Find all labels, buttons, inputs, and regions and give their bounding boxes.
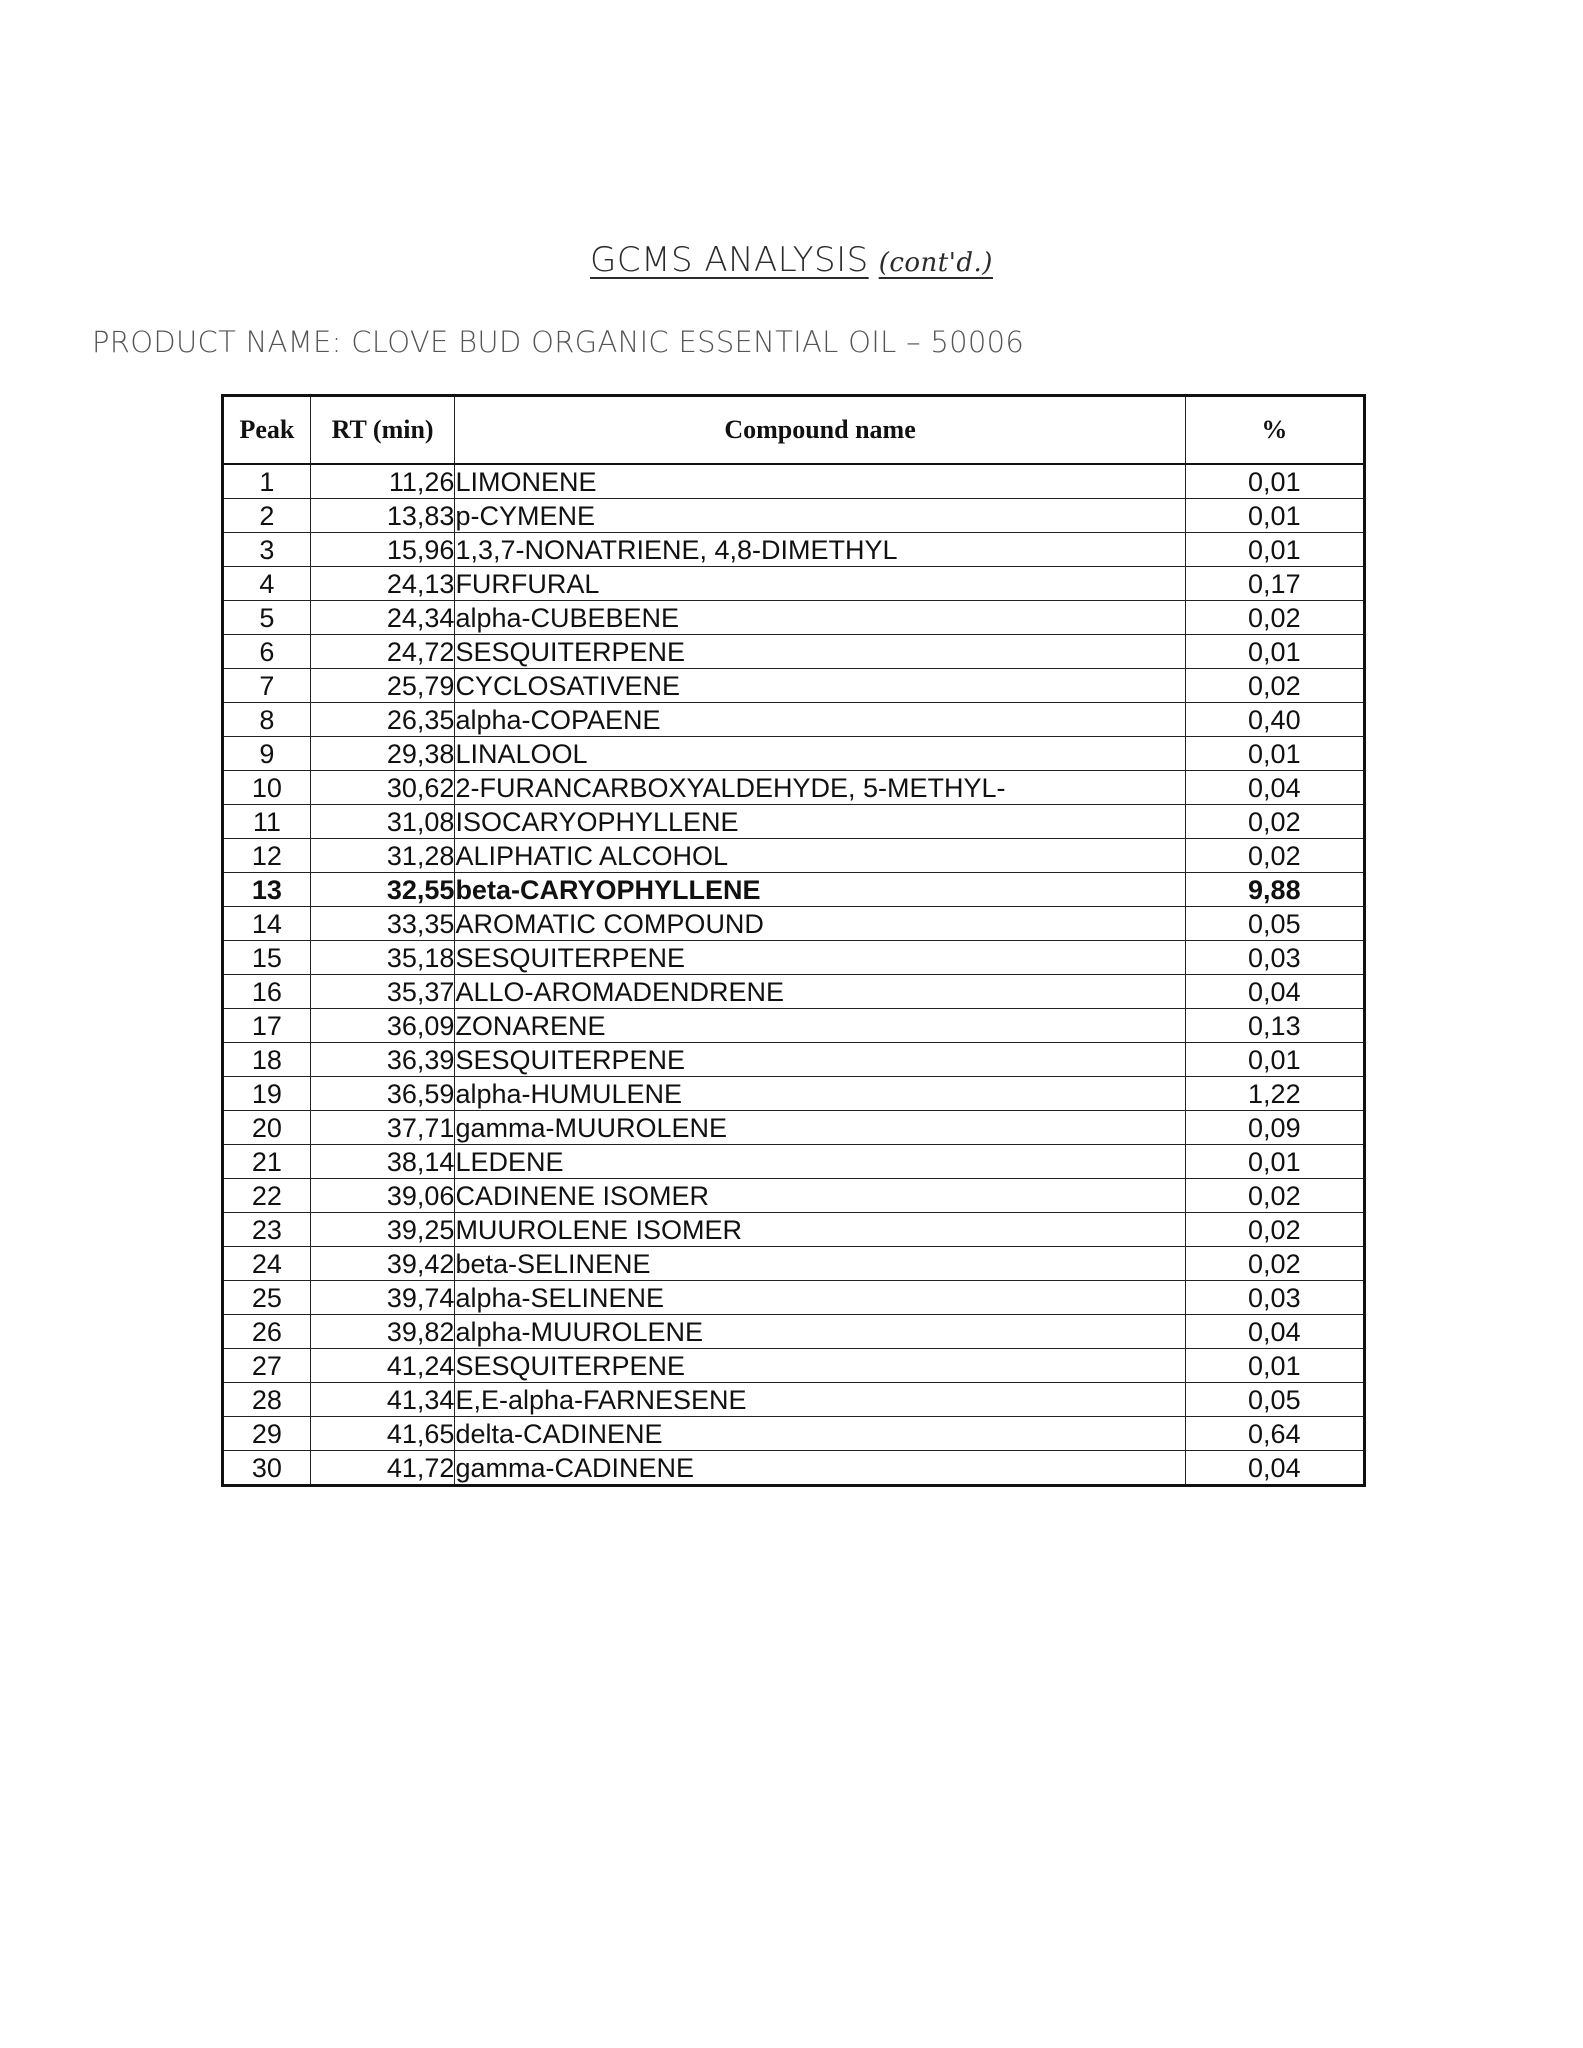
cell-percent: 0,02 — [1185, 669, 1364, 703]
page-title — [0, 240, 1583, 280]
table-row — [223, 907, 1365, 941]
cell-percent: 0,09 — [1185, 1111, 1364, 1145]
cell-percent: 0,01 — [1185, 533, 1364, 567]
cell-percent: 0,05 — [1185, 907, 1364, 941]
cell-rt: 31,08 — [310, 805, 455, 839]
cell-peak: 21 — [223, 1145, 311, 1179]
cell-rt: 39,06 — [310, 1179, 455, 1213]
cell-rt: 36,59 — [310, 1077, 455, 1111]
cell-rt: 41,24 — [310, 1349, 455, 1383]
table-row — [223, 1111, 1365, 1145]
cell-rt: 11,26 — [310, 464, 455, 499]
cell-peak: 7 — [223, 669, 311, 703]
cell-rt: 39,82 — [310, 1315, 455, 1349]
cell-percent: 0,02 — [1185, 1179, 1364, 1213]
cell-peak: 18 — [223, 1043, 311, 1077]
table-row — [223, 1451, 1365, 1486]
cell-percent: 0,04 — [1185, 975, 1364, 1009]
cell-rt: 24,34 — [310, 601, 455, 635]
cell-percent: 0,17 — [1185, 567, 1364, 601]
cell-peak: 28 — [223, 1383, 311, 1417]
cell-rt: 39,42 — [310, 1247, 455, 1281]
cell-percent: 0,02 — [1185, 601, 1364, 635]
cell-percent: 0,40 — [1185, 703, 1364, 737]
cell-compound: alpha-MUUROLENE — [455, 1315, 1185, 1349]
cell-peak: 11 — [223, 805, 311, 839]
product-name-line: PRODUCT NAME: CLOVE BUD ORGANIC ESSENTIAL OIL – 50006 — [92, 325, 1025, 359]
cell-compound: SESQUITERPENE — [455, 1043, 1185, 1077]
cell-peak: 12 — [223, 839, 311, 873]
cell-percent: 0,04 — [1185, 1451, 1364, 1486]
cell-peak: 25 — [223, 1281, 311, 1315]
table-row — [223, 567, 1365, 601]
cell-peak: 20 — [223, 1111, 311, 1145]
cell-rt: 15,96 — [310, 533, 455, 567]
table-row — [223, 601, 1365, 635]
cell-peak: 29 — [223, 1417, 311, 1451]
cell-peak: 16 — [223, 975, 311, 1009]
table-row — [223, 1417, 1365, 1451]
cell-rt: 39,74 — [310, 1281, 455, 1315]
cell-percent: 0,01 — [1185, 737, 1364, 771]
cell-peak: 26 — [223, 1315, 311, 1349]
table-row — [223, 1009, 1365, 1043]
cell-compound: 1,3,7-NONATRIENE, 4,8-DIMETHYL — [455, 533, 1185, 567]
table-row — [223, 1349, 1365, 1383]
table-row — [223, 737, 1365, 771]
cell-percent: 0,01 — [1185, 464, 1364, 499]
cell-compound: beta-CARYOPHYLLENE — [455, 873, 1185, 907]
cell-rt: 41,34 — [310, 1383, 455, 1417]
table-row — [223, 839, 1365, 873]
cell-peak: 4 — [223, 567, 311, 601]
cell-percent: 1,22 — [1185, 1077, 1364, 1111]
header-compound: Compound name — [455, 396, 1185, 465]
cell-compound: delta-CADINENE — [455, 1417, 1185, 1451]
cell-rt: 24,13 — [310, 567, 455, 601]
cell-compound: LINALOOL — [455, 737, 1185, 771]
cell-peak: 13 — [223, 873, 311, 907]
cell-percent: 0,02 — [1185, 1247, 1364, 1281]
table-row — [223, 669, 1365, 703]
table-row — [223, 941, 1365, 975]
cell-rt: 41,65 — [310, 1417, 455, 1451]
table-row — [223, 464, 1365, 499]
cell-percent: 9,88 — [1185, 873, 1364, 907]
table-row — [223, 1179, 1365, 1213]
cell-percent: 0,02 — [1185, 805, 1364, 839]
cell-rt: 36,09 — [310, 1009, 455, 1043]
cell-percent: 0,13 — [1185, 1009, 1364, 1043]
cell-rt: 29,38 — [310, 737, 455, 771]
cell-rt: 13,83 — [310, 499, 455, 533]
cell-peak: 3 — [223, 533, 311, 567]
cell-peak: 17 — [223, 1009, 311, 1043]
cell-compound: SESQUITERPENE — [455, 941, 1185, 975]
cell-peak: 30 — [223, 1451, 311, 1486]
cell-peak: 24 — [223, 1247, 311, 1281]
cell-rt: 41,72 — [310, 1451, 455, 1486]
table-row — [223, 533, 1365, 567]
cell-compound: CADINENE ISOMER — [455, 1179, 1185, 1213]
cell-percent: 0,05 — [1185, 1383, 1364, 1417]
cell-percent: 0,01 — [1185, 1043, 1364, 1077]
cell-peak: 8 — [223, 703, 311, 737]
header-rt: RT (min) — [310, 396, 455, 465]
cell-percent: 0,01 — [1185, 1349, 1364, 1383]
cell-peak: 19 — [223, 1077, 311, 1111]
header-percent: % — [1185, 396, 1364, 465]
title-main: GCMS ANALYSIS — [590, 240, 869, 280]
cell-rt: 33,35 — [310, 907, 455, 941]
cell-percent: 0,01 — [1185, 635, 1364, 669]
cell-compound: SESQUITERPENE — [455, 1349, 1185, 1383]
cell-rt: 35,37 — [310, 975, 455, 1009]
cell-compound: E,E-alpha-FARNESENE — [455, 1383, 1185, 1417]
cell-peak: 1 — [223, 464, 311, 499]
cell-peak: 22 — [223, 1179, 311, 1213]
table-row — [223, 805, 1365, 839]
cell-compound: MUUROLENE ISOMER — [455, 1213, 1185, 1247]
cell-compound: alpha-SELINENE — [455, 1281, 1185, 1315]
cell-compound: LEDENE — [455, 1145, 1185, 1179]
cell-percent: 0,02 — [1185, 839, 1364, 873]
cell-compound: AROMATIC COMPOUND — [455, 907, 1185, 941]
cell-peak: 5 — [223, 601, 311, 635]
table-row — [223, 1145, 1365, 1179]
cell-percent: 0,03 — [1185, 941, 1364, 975]
cell-rt: 37,71 — [310, 1111, 455, 1145]
cell-rt: 35,18 — [310, 941, 455, 975]
table-row — [223, 1043, 1365, 1077]
table-row — [223, 975, 1365, 1009]
cell-rt: 30,62 — [310, 771, 455, 805]
cell-percent: 0,03 — [1185, 1281, 1364, 1315]
cell-rt: 25,79 — [310, 669, 455, 703]
cell-percent: 0,01 — [1185, 1145, 1364, 1179]
cell-compound: 2-FURANCARBOXYALDEHYDE, 5-METHYL- — [455, 771, 1185, 805]
cell-rt: 31,28 — [310, 839, 455, 873]
cell-compound: p-CYMENE — [455, 499, 1185, 533]
cell-percent: 0,02 — [1185, 1213, 1364, 1247]
cell-rt: 39,25 — [310, 1213, 455, 1247]
cell-compound: gamma-MUUROLENE — [455, 1111, 1185, 1145]
cell-compound: alpha-HUMULENE — [455, 1077, 1185, 1111]
title-suffix: (cont'd.) — [878, 248, 993, 278]
table-header-row — [223, 396, 1365, 465]
table-row — [223, 1213, 1365, 1247]
gcms-table — [221, 394, 1366, 1487]
table-row — [223, 1315, 1365, 1349]
cell-rt: 36,39 — [310, 1043, 455, 1077]
table-row — [223, 635, 1365, 669]
cell-compound: beta-SELINENE — [455, 1247, 1185, 1281]
cell-compound: ALIPHATIC ALCOHOL — [455, 839, 1185, 873]
table-row — [223, 1281, 1365, 1315]
cell-peak: 10 — [223, 771, 311, 805]
cell-peak: 9 — [223, 737, 311, 771]
cell-compound: LIMONENE — [455, 464, 1185, 499]
cell-percent: 0,01 — [1185, 499, 1364, 533]
cell-rt: 38,14 — [310, 1145, 455, 1179]
cell-peak: 27 — [223, 1349, 311, 1383]
cell-percent: 0,64 — [1185, 1417, 1364, 1451]
cell-rt: 26,35 — [310, 703, 455, 737]
cell-peak: 14 — [223, 907, 311, 941]
cell-compound: ALLO-AROMADENDRENE — [455, 975, 1185, 1009]
table-row — [223, 703, 1365, 737]
cell-compound: alpha-COPAENE — [455, 703, 1185, 737]
cell-rt: 24,72 — [310, 635, 455, 669]
table-row — [223, 873, 1365, 907]
header-peak: Peak — [223, 396, 311, 465]
table-row — [223, 1247, 1365, 1281]
cell-peak: 6 — [223, 635, 311, 669]
table-row — [223, 1077, 1365, 1111]
table-row — [223, 1383, 1365, 1417]
cell-peak: 2 — [223, 499, 311, 533]
cell-compound: gamma-CADINENE — [455, 1451, 1185, 1486]
cell-peak: 23 — [223, 1213, 311, 1247]
cell-compound: SESQUITERPENE — [455, 635, 1185, 669]
cell-compound: ISOCARYOPHYLLENE — [455, 805, 1185, 839]
table-row — [223, 771, 1365, 805]
cell-compound: alpha-CUBEBENE — [455, 601, 1185, 635]
table-row — [223, 499, 1365, 533]
cell-compound: FURFURAL — [455, 567, 1185, 601]
cell-rt: 32,55 — [310, 873, 455, 907]
cell-percent: 0,04 — [1185, 1315, 1364, 1349]
table-body — [223, 464, 1365, 1486]
cell-compound: ZONARENE — [455, 1009, 1185, 1043]
cell-percent: 0,04 — [1185, 771, 1364, 805]
cell-compound: CYCLOSATIVENE — [455, 669, 1185, 703]
cell-peak: 15 — [223, 941, 311, 975]
